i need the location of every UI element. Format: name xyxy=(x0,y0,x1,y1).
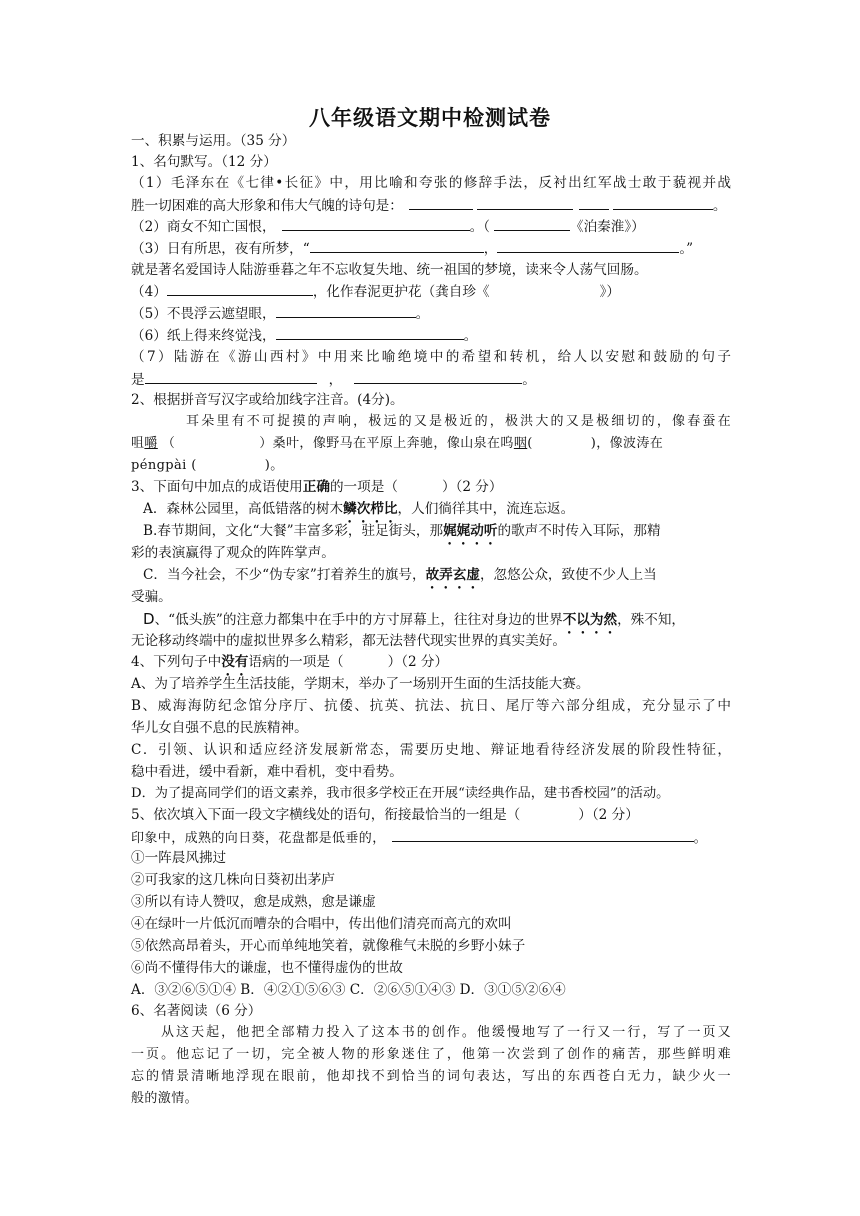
exam-title: 八年级语文期中检测试卷 xyxy=(309,106,551,130)
dotted-idiom: 鳞次栉比 xyxy=(343,501,398,517)
answer-blank[interactable] xyxy=(497,238,679,253)
q5-sentence-5: ⑤依然高昂着头，开心而单纯地笑着，就像稚气未脱的乡野小妹子 xyxy=(131,938,526,954)
q4-option-b-line1: B、威海海防纪念馆分序厅、抗倭、抗英、抗法、抗日、尾厅等六部分组成，充分显示了中 xyxy=(131,698,731,714)
answer-blank[interactable] xyxy=(392,827,694,842)
q1-item6-text: （6）纸上得来终觉浅， xyxy=(131,328,276,344)
option-text: 的歌声不时传入耳际，那精 xyxy=(497,523,661,539)
answer-blank[interactable] xyxy=(282,216,470,231)
q5-score: ）（2 分） xyxy=(578,807,639,823)
q3-option-c-line2: 受骗。 xyxy=(131,589,172,605)
comma: ， xyxy=(328,372,343,388)
answer-blank[interactable] xyxy=(276,303,416,318)
q1-item4-text: ，化作春泥更护花（龚自珍《 xyxy=(312,284,490,300)
q3-option-c-line1 xyxy=(143,565,657,592)
q6-passage-line2: 一页。他忘记了一切，完全被人物的形象迷住了，他第一次尝到了创作的痛苦，那些鲜明难 xyxy=(131,1047,731,1062)
answer-blank[interactable] xyxy=(145,369,317,384)
q5-choices: A．③②⑥⑤①④ B．④②①⑤⑥③ C．②⑥⑤①④③ D．③①⑤②⑥④ xyxy=(131,982,566,998)
q4-score: ）（2 分） xyxy=(387,654,449,670)
q2-passage-line3 xyxy=(131,456,284,476)
q6-heading: 6、名著阅读（6 分） xyxy=(131,1003,262,1019)
q3-option-b-line2: 彩的表演赢得了观众的阵阵掌声。 xyxy=(131,545,335,561)
q1-item2-mid: 。（ xyxy=(469,219,490,235)
q3-score: ）（2 分） xyxy=(441,479,503,495)
q5-lead-text: 印象中，成熟的向日葵，花盘都是低垂的， xyxy=(131,831,386,846)
answer-blank[interactable] xyxy=(310,238,484,253)
q1-item3-text: （3）日有所思，夜有所梦，“ xyxy=(131,241,310,257)
q1-heading: 1、名句默写。（12 分） xyxy=(131,154,277,170)
q3-keyword: 正确 xyxy=(302,479,330,495)
underlined-char: 嚼 xyxy=(144,436,158,451)
answer-blank[interactable] xyxy=(494,216,570,231)
q5-heading xyxy=(131,805,639,825)
q4-keyword: 没有 xyxy=(221,654,249,670)
q4-option-d: D．为了提高同学们的语文素养，我市很多学校正在开展“读经典作品，建书香校园”的活动。 xyxy=(131,786,670,801)
q3-option-d-line2: 无论移动终端中的虚拟世界多么精彩，都无法替代现实世界的真实美好。 xyxy=(131,633,566,649)
paren-open: ( xyxy=(527,436,533,451)
q5-sentence-3: ③所以有诗人赞叹，愈是成熟，愈是谦虚 xyxy=(131,894,376,910)
q1-item2-text: （2）商女不知亡国恨， xyxy=(131,219,276,235)
q1-item5-text: （5）不畏浮云遮望眼， xyxy=(131,306,276,322)
option-text: ，殊不知， xyxy=(617,612,686,628)
q3-heading xyxy=(131,477,502,497)
q4-option-c-line1: C．引领、认识和适应经济发展新常态，需要历史地、辩证地看待经济发展的阶段性特征， xyxy=(131,742,731,758)
q5-sentence-1: ①一阵晨风拂过 xyxy=(131,850,227,866)
option-text: B.春节期间，文化“大餐”丰富多彩，驻足街头，那 xyxy=(143,523,444,539)
section-1-heading: 一、积累与运用。（35 分） xyxy=(131,133,296,149)
q3-text: 3、下面句中加点的成语使用 xyxy=(131,479,303,495)
q1-item7-line2: 是 ， 。 xyxy=(131,369,536,390)
period: 。 xyxy=(693,831,708,846)
q2-heading: 2、根据拼音写汉字或给加线字注音。(4分)。 xyxy=(131,392,404,408)
q5-sentence-4: ④在绿叶一片低沉而嘈杂的合唱中，传出他们清亮而高亢的欢叫 xyxy=(131,916,512,932)
q1-item1-line2: 胜一切困难的高大形象和伟大气魄的诗句是： 。 xyxy=(131,195,726,216)
q6-passage-line4: 般的激情。 xyxy=(131,1091,199,1106)
q3-text: 的一项是（ xyxy=(329,479,398,495)
q6-passage-line1: 从这天起，他把全部精力投入了这本书的创作。他缓慢地写了一行又一行，写了一页又 xyxy=(161,1025,731,1040)
answer-blank[interactable] xyxy=(579,195,609,210)
q1-item7-text: 是 xyxy=(131,372,145,388)
q5-sentence-2: ②可我家的这几株向日葵初出茅庐 xyxy=(131,872,335,888)
q1-item3-line1 xyxy=(131,238,693,259)
q1-item7-line1: （7）陆游在《游山西村》中用来比喻绝境中的希望和转机，给人以安慰和鼓励的句子 xyxy=(131,349,731,365)
q4-text: 语病的一项是（ xyxy=(248,654,344,670)
q1-item4 xyxy=(131,281,620,302)
passage-end: )。 xyxy=(264,458,284,473)
answer-blank[interactable] xyxy=(167,281,313,296)
q1-item2-source: 《泊秦淮》） xyxy=(569,219,645,235)
pinyin: péngpài ( xyxy=(131,458,197,473)
q2-passage-line1: 耳朵里有不可捉摸的声响，极远的又是极近的，极洪大的又是极细切的，像春蚕在 xyxy=(186,414,731,429)
q5-sentence-6: ⑥尚不懂得伟大的谦虚，也不懂得虚伪的世故 xyxy=(131,960,403,976)
option-text: ，人们徜徉其中，流连忘返。 xyxy=(397,501,575,517)
answer-blank[interactable] xyxy=(613,195,713,210)
q6-passage-line3: 忘的情景清晰地浮现在眼前，他却找不到恰当的词句表达，写出的东西苍白无力，缺少火一 xyxy=(131,1069,731,1084)
passage-text: ）桑叶，像野马在平原上奔驰，像山泉在呜 xyxy=(259,436,514,451)
q2-passage-line2 xyxy=(131,434,663,454)
option-text: C．当今社会，不少“伪专家”打着养生的旗号， xyxy=(143,567,426,583)
q1-item4-num: （4） xyxy=(131,284,167,300)
option-text: A．森林公园里，高低错落的树木 xyxy=(143,501,344,517)
q1-item2 xyxy=(131,216,645,237)
option-letter: D xyxy=(143,610,155,628)
q1-item1-line1: （1）毛泽东在《七律•长征》中，用比喻和夸张的修辞手法，反衬出红军战士敢于藐视并战 xyxy=(131,175,731,191)
underlined-char: 咽 xyxy=(513,436,528,451)
q1-item4-end: 》） xyxy=(599,284,620,300)
q1-item1-text: 胜一切困难的高大形象和伟大气魄的诗句是： xyxy=(131,198,403,214)
answer-blank[interactable] xyxy=(354,369,522,384)
quote-end: 。” xyxy=(679,241,694,257)
q5-text: 5、依次填入下面一段文字横线处的语句，衔接最恰当的一组是（ xyxy=(131,807,521,823)
q5-lead xyxy=(131,827,707,849)
answer-blank[interactable] xyxy=(409,195,473,210)
dotted-idiom: 不以为然 xyxy=(562,612,618,628)
dotted-idiom: 故弄玄虚 xyxy=(425,567,480,583)
q1-item3-line2: 就是著名爱国诗人陆游垂暮之年不忘收复失地、统一祖国的梦境，读来令人荡气回肠。 xyxy=(131,262,648,278)
q4-option-c-line2: 稳中看进，缓中看新，难中看机，变中看势。 xyxy=(131,764,403,780)
q1-item6: （6）纸上得来终觉浅， 。 xyxy=(131,325,477,346)
passage-text: )，像波涛在 xyxy=(590,436,664,451)
word: 咀 xyxy=(131,436,145,451)
option-text: 、“低头族”的注意力都集中在手中的方寸屏幕上，往往对身边的世界 xyxy=(154,612,563,628)
answer-blank[interactable] xyxy=(276,325,464,340)
q1-item5: （5）不畏浮云遮望眼， 。 xyxy=(131,303,429,324)
answer-blank[interactable] xyxy=(477,195,573,210)
q4-option-a: A、为了培养学生生活技能，学期末，举办了一场别开生面的生活技能大赛。 xyxy=(131,676,590,692)
q4-text: 4、下列句子中 xyxy=(131,654,222,670)
comma: ， xyxy=(483,241,498,257)
q4-option-b-line2: 华儿女自强不息的民族精神。 xyxy=(131,720,308,736)
paren-open: （ xyxy=(161,436,176,451)
dotted-idiom: 娓娓动听 xyxy=(443,523,498,539)
option-text: ，忽悠公众，致使不少人上当 xyxy=(479,567,657,583)
